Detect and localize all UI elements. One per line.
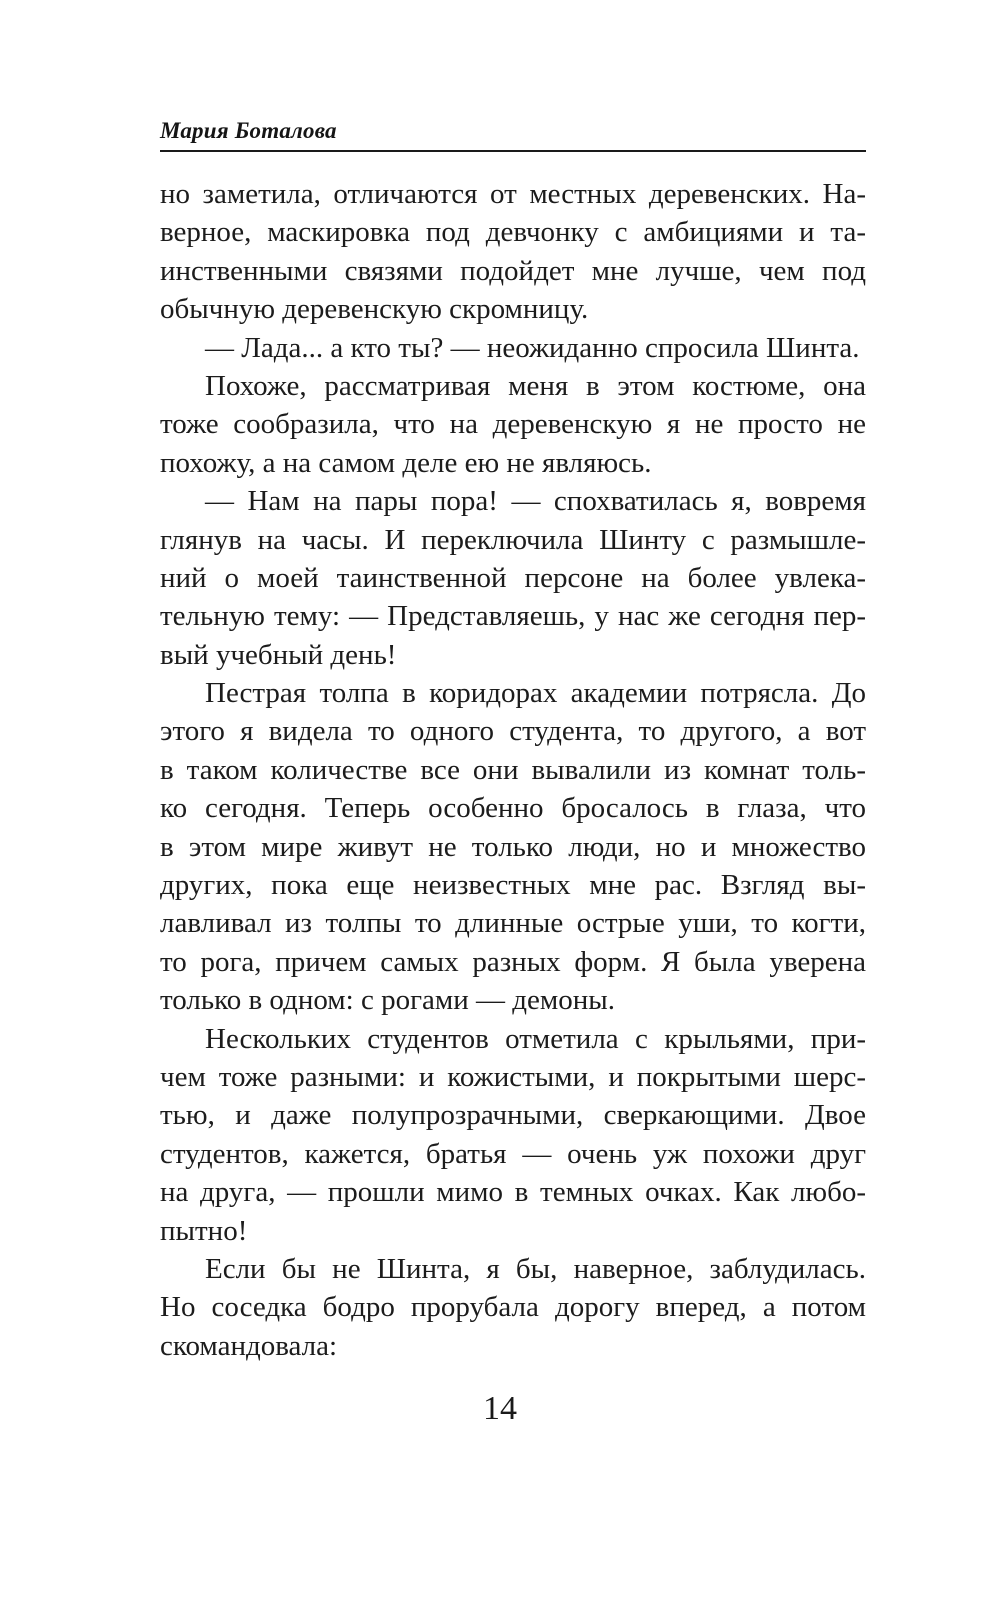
text-line: ко сегодня. Теперь особенно бросалось в глаза, что [160,792,866,825]
text-line: в таком количестве все они вывалили из комнат толь- [160,753,866,786]
text-line: — Нам на пары пора! — спохватилась я, вовремя [205,485,866,518]
text-line: тельную тему: — Представляешь, у нас же сегодня пер- [160,600,866,633]
text-line: Но соседка бодро прорубала дорогу вперед, а потом [160,1291,866,1324]
text-line: Нескольких студентов отметила с крыльями, при- [205,1022,866,1055]
text-line: только в одном: с рогами — демоны. [160,984,615,1017]
text-line: — Лада... а кто ты? — неожиданно спросила Шинта. [205,331,860,364]
text-line: ний о моей таинственной персоне на более увлека- [160,561,866,594]
text-line: чем тоже разными: и кожистыми, и покрытыми шерс- [160,1060,866,1093]
text-line: Пестрая толпа в коридорах академии потрясла. До [205,677,866,710]
text-line: студентов, кажется, братья — очень уж похожи друг [160,1137,866,1170]
header-rule [160,150,866,152]
text-line: лавливал из толпы то длинные острые уши, то когти, [160,907,866,940]
text-line: Похоже, рассматривая меня в этом костюме, она [205,369,866,402]
text-line: обычную деревенскую скромницу. [160,293,589,326]
text-line: инственными связями подойдет мне лучше, чем под [160,254,866,287]
text-line: других, пока еще неизвестных мне рас. Взгляд вы- [160,869,866,902]
text-line: пытно! [160,1214,248,1247]
running-head-author: Мария Боталова [160,118,337,143]
text-line: верное, маскировка под девчонку с амбициями и та- [160,216,866,249]
page-number: 14 [483,1390,517,1427]
text-line: то рога, причем самых разных форм. Я была уверена [160,945,866,978]
text-line: Если бы не Шинта, я бы, наверное, заблудилась. [205,1252,866,1285]
text-line: на друга, — прошли мимо в темных очках. Как любо- [160,1176,866,1209]
text-line: вый учебный день! [160,638,397,671]
text-line: тоже сообразила, что на деревенскую я не просто не [160,408,866,441]
text-line: но заметила, отличаются от местных деревенских. На- [160,178,866,210]
text-line: глянув на часы. И переключила Шинту с размышле- [160,523,866,556]
text-line: в этом мире живут не только люди, но и множество [160,830,866,863]
text-line: этого я видела то одного студента, то другого, а вот [160,715,866,748]
text-line: скомандовала: [160,1329,338,1362]
body-text [160,175,866,1365]
text-line: тью, и даже полупрозрачными, сверкающими. Двое [160,1099,866,1132]
text-line: похожу, а на самом деле ею не являюсь. [160,446,652,479]
